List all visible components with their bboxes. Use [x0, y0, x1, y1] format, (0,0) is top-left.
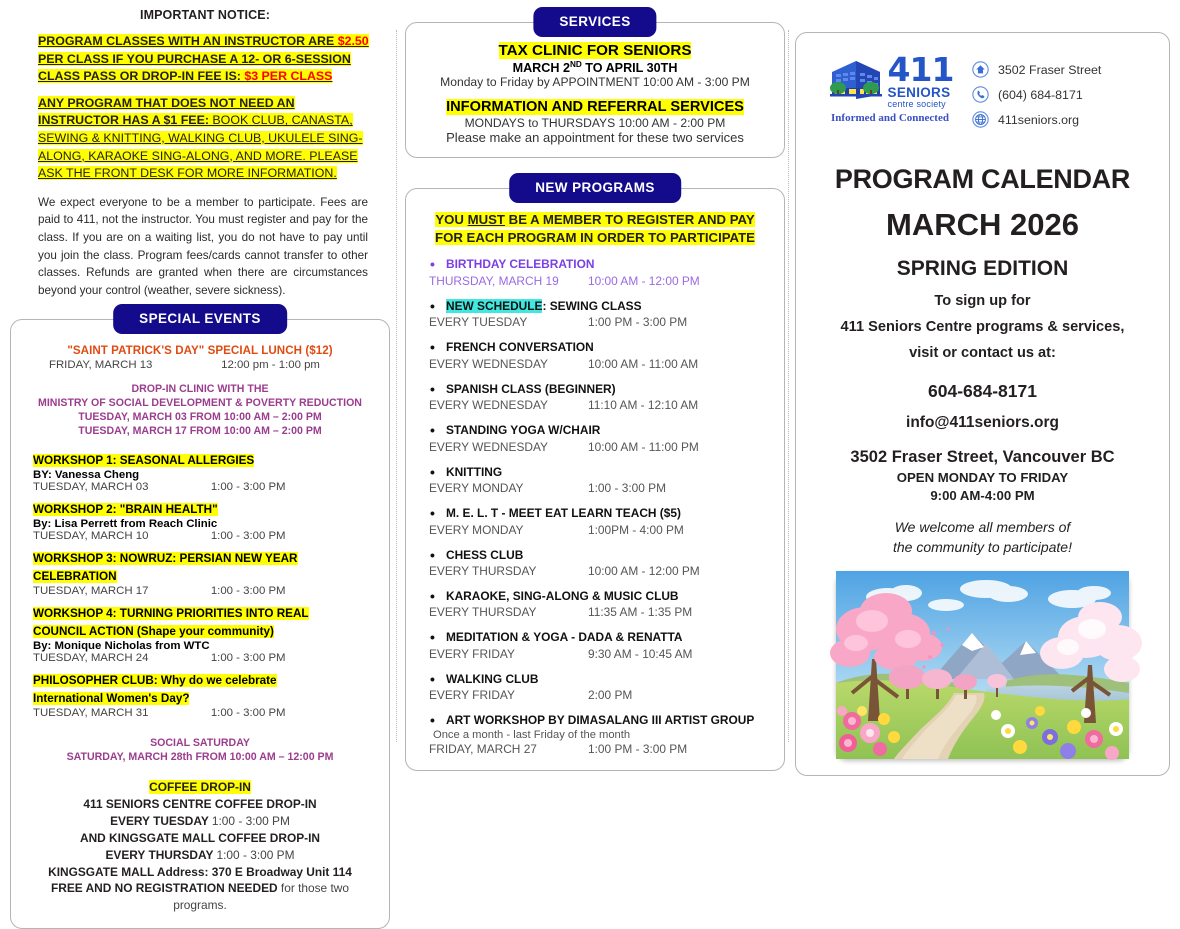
program-day: EVERY THURSDAY: [429, 564, 537, 579]
program-day: EVERY WEDNESDAY: [429, 398, 548, 413]
program-item: [420, 257, 770, 287]
program-time: 1:00PM - 4:00 PM: [588, 522, 684, 537]
cover-address: 3502 Fraser Street, Vancouver BC: [850, 447, 1115, 466]
program-day: EVERY THURSDAY: [429, 605, 537, 620]
membership-banner: YOU MUST BE A MEMBER TO REGISTER AND PAY FOR EACH PROGRAM IN ORDER TO PARTICIPATE: [435, 212, 755, 245]
program-day: EVERY FRIDAY: [429, 646, 515, 661]
notice-p2-rest: BOOK CLUB, CANASTA, SEWING & KNITTING, WALKING CLUB, UKULELE SING-ALONG, KARAOKE SING-ALONG, AND MORE. PLEASE ASK THE FRONT DESK FOR MORE INFORMATION.: [38, 113, 363, 181]
workshop-entry: [25, 671, 375, 719]
cover-card: [795, 32, 1170, 776]
logo-number: 411: [887, 50, 954, 89]
logo-seniors: SENIORS: [887, 85, 951, 100]
cover-signup-line-2: 411 Seniors Centre programs & services,: [840, 318, 1125, 335]
building-icon: [827, 58, 885, 104]
coffee-line-4-day: EVERY THURSDAY: [105, 847, 217, 862]
tax-clinic-dates: MARCH 2ND TO APRIL 30TH: [512, 60, 678, 76]
program-item: [420, 423, 770, 453]
coffee-line-3: AND KINGSGATE MALL COFFEE DROP-IN: [79, 830, 320, 845]
program-day: THURSDAY, MARCH 19: [429, 273, 559, 288]
column-divider-2: [788, 30, 789, 742]
coffee-free-note-rest: for those two programs.: [173, 881, 349, 913]
workshop-title: PHILOSOPHER CLUB: Why do we celebrate International Women's Day?: [33, 674, 277, 706]
lunch-time: 12:00 pm - 1:00 pm: [221, 359, 320, 372]
program-name: • KNITTING: [420, 465, 770, 480]
phone-icon: [972, 86, 989, 103]
program-name: • FRENCH CONVERSATION: [420, 340, 770, 355]
cover-month: MARCH 2026: [886, 207, 1079, 242]
clinic-line-2: MINISTRY OF SOCIAL DEVELOPMENT & POVERTY REDUCTION: [38, 397, 362, 410]
cover-edition: SPRING EDITION: [896, 257, 1069, 280]
clinic-line-1: DROP-IN CLINIC WITH THE: [131, 383, 269, 396]
notice-heading: IMPORTANT NOTICE:: [140, 8, 270, 22]
workshop-date: TUESDAY, MARCH 10: [33, 530, 149, 543]
program-day: EVERY WEDNESDAY: [429, 356, 548, 371]
column-divider-1: [396, 30, 397, 742]
workshop-time: 1:00 - 3:00 PM: [210, 481, 286, 494]
workshop-title: WORKSHOP 1: SEASONAL ALLERGIES: [33, 454, 255, 468]
notice-body: We expect everyone to be a member to participate. Fees are paid to 411, not the instructor. You must register and pay for the class. If you are on a waiting list, you do not have to pay until you join the class. Program fees/cards cannot transfer to other classes. Refunds are granted when there are circumstances beyond your control (weather, severe sickness).: [38, 195, 368, 297]
program-day: EVERY TUESDAY: [429, 315, 528, 330]
program-day: EVERY MONDAY: [429, 481, 524, 496]
cover-open-days: OPEN MONDAY TO FRIDAY: [896, 469, 1069, 485]
spring-landscape-image: [836, 571, 1129, 759]
coffee-line-4-time: 1:00 - 3:00 PM: [216, 847, 295, 862]
program-name: • SPANISH CLASS (BEGINNER): [420, 382, 770, 397]
program-item: [420, 465, 770, 495]
special-events-card: [10, 311, 390, 929]
program-day: FRIDAY, MARCH 27: [429, 741, 537, 756]
coffee-dropin-block: [25, 779, 375, 914]
globe-icon: [972, 111, 989, 128]
contact-address-text: 3502 Fraser Street: [998, 62, 1102, 77]
tax-clinic-hours: Monday to Friday by APPOINTMENT 10:00 AM - 3:00 PM: [440, 75, 750, 90]
workshop-title: WORKSHOP 2: "BRAIN HEALTH": [33, 503, 218, 517]
workshop-time: 1:00 - 3:00 PM: [210, 530, 286, 543]
notice-p1-part-b: PER CLASS IF YOU PURCHASE A 12- OR 6-SESSION CLASS PASS OR DROP-IN FEE IS:: [38, 51, 351, 84]
workshop-by: By: Lisa Perrett from Reach Clinic: [33, 518, 218, 531]
spring-landscape-illustration: [836, 571, 1129, 759]
notice-p2-bold: ANY PROGRAM THAT DOES NOT NEED AN INSTRUCTOR HAS A $1 FEE:: [38, 95, 295, 128]
coffee-line-2-time: 1:00 - 3:00 PM: [211, 813, 290, 828]
program-day: EVERY WEDNESDAY: [429, 439, 548, 454]
new-programs-card: [405, 180, 785, 770]
coffee-title: COFFEE DROP-IN: [149, 779, 251, 794]
workshop-date: TUESDAY, MARCH 03: [33, 481, 149, 494]
coffee-address: KINGSGATE MALL Address: 370 E Broadway Unit 114: [48, 864, 352, 879]
program-item: [420, 548, 770, 578]
program-time: 1:00 - 3:00 PM: [588, 481, 666, 496]
program-day: EVERY MONDAY: [429, 522, 524, 537]
program-time: 9:30 AM - 10:45 AM: [588, 646, 693, 661]
program-item: [420, 340, 770, 370]
workshop-date: TUESDAY, MARCH 17: [33, 585, 149, 598]
workshop-time: 1:00 - 3:00 PM: [210, 652, 286, 665]
contact-website-text: 411seniors.org: [998, 112, 1080, 127]
right-column: [795, 0, 1170, 776]
page-title: PROGRAM CALENDAR: [834, 164, 1131, 194]
program-name: • WALKING CLUB: [420, 672, 770, 687]
workshop-entry: [25, 549, 375, 597]
contact-website: [972, 111, 1101, 128]
program-time: 10:00 AM - 12:00 PM: [588, 273, 700, 288]
social-saturday-block: [25, 737, 375, 765]
middle-column: [405, 0, 785, 771]
tax-clinic-heading: TAX CLINIC FOR SENIORS: [498, 42, 692, 59]
workshop-date: TUESDAY, MARCH 24: [33, 652, 149, 665]
brand-header: [812, 47, 1153, 136]
program-time: 2:00 PM: [588, 688, 633, 703]
notice-p1-part-a: PROGRAM CLASSES WITH AN INSTRUCTOR ARE: [38, 34, 338, 48]
coffee-free-note-bold: FREE AND NO REGISTRATION NEEDED: [51, 881, 281, 896]
contact-phone: [972, 86, 1101, 103]
lunch-title: "SAINT PATRICK'S DAY" SPECIAL LUNCH ($12): [67, 344, 333, 358]
lunch-row: [25, 359, 375, 371]
social-saturday-date: SATURDAY, MARCH 28th FROM 10:00 AM – 12:00 PM: [66, 751, 334, 763]
services-card: [405, 14, 785, 158]
info-referral-heading: INFORMATION AND REFERRAL SERVICES: [446, 99, 744, 116]
notice-price-2: $3 PER CLASS: [244, 69, 333, 84]
workshop-title: WORKSHOP 3: NOWRUZ: PERSIAN NEW YEAR CELEBRATION: [33, 552, 298, 584]
program-name: • KARAOKE, SING-ALONG & MUSIC CLUB: [420, 589, 770, 604]
program-subnote: Once a month - last Friday of the month: [433, 728, 631, 741]
contact-phone-text: (604) 684-8171: [998, 87, 1083, 102]
workshop-entry: [25, 604, 375, 664]
cover-phone[interactable]: 604-684-8171: [928, 380, 1037, 401]
dropin-clinic-block: [25, 383, 375, 439]
workshop-by: BY: Vanessa Cheng: [33, 469, 140, 482]
clinic-line-4: TUESDAY, MARCH 17 FROM 10:00 AM – 2:00 PM: [78, 425, 322, 438]
contact-address: [972, 61, 1101, 78]
program-day: EVERY FRIDAY: [429, 688, 515, 703]
program-name: • STANDING YOGA W/CHAIR: [420, 423, 770, 438]
program-name: • ART WORKSHOP BY DIMASALANG III ARTIST GROUP: [420, 713, 770, 728]
program-time: 11:10 AM - 12:10 AM: [588, 398, 699, 413]
new-schedule-badge: NEW SCHEDULE: [446, 298, 543, 313]
notice-paragraph-1: [38, 33, 372, 86]
workshop-title: WORKSHOP 4: TURNING PRIORITIES INTO REAL COUNCIL ACTION (Shape your community): [33, 607, 309, 639]
program-time: 10:00 AM - 11:00 PM: [588, 439, 699, 454]
workshop-by: By: Monique Nicholas from WTC: [33, 640, 210, 653]
program-item: [420, 299, 770, 329]
program-item: [420, 382, 770, 412]
cover-signup-line-3: visit or contact us at:: [909, 344, 1056, 361]
services-title: SERVICES: [533, 7, 656, 37]
program-name: • CHESS CLUB: [420, 548, 770, 563]
info-referral-hours: MONDAYS to THURSDAYS 10:00 AM - 2:00 PM: [464, 116, 726, 131]
program-item: [420, 506, 770, 536]
coffee-line-1: 411 SENIORS CENTRE COFFEE DROP-IN: [83, 796, 317, 811]
workshop-time: 1:00 - 3:00 PM: [210, 585, 286, 598]
special-events-title: SPECIAL EVENTS: [113, 304, 287, 334]
clinic-line-3: TUESDAY, MARCH 03 FROM 10:00 AM – 2:00 PM: [78, 411, 322, 424]
home-icon: [972, 61, 989, 78]
logo-centre-society: centre society: [887, 98, 946, 109]
workshop-entry: [25, 500, 375, 542]
cover-welcome-line-2: the community to participate!: [893, 538, 1072, 555]
cover-signup-line-1: To sign up for: [934, 293, 1031, 309]
new-programs-title: NEW PROGRAMS: [509, 173, 681, 203]
lunch-date: FRIDAY, MARCH 13: [49, 359, 153, 372]
left-column: [10, 0, 390, 929]
cover-open-hours: 9:00 AM-4:00 PM: [930, 487, 1035, 503]
cover-welcome-line-1: We welcome all members of: [894, 518, 1071, 535]
logo-tagline: Informed and Connected: [831, 111, 949, 124]
notice-paragraph-2: [38, 95, 372, 183]
program-name: • MEDITATION & YOGA - DADA & RENATTA: [420, 630, 770, 645]
workshop-date: TUESDAY, MARCH 31: [33, 707, 149, 720]
program-name: • M. E. L. T - MEET EAT LEARN TEACH ($5): [420, 506, 770, 521]
program-item: [420, 630, 770, 660]
program-name: • BIRTHDAY CELEBRATION: [420, 257, 770, 272]
program-time: 1:00 PM - 3:00 PM: [588, 741, 688, 756]
program-item: [420, 713, 770, 755]
program-time: 10:00 AM - 11:00 AM: [588, 356, 699, 371]
cover-email[interactable]: info@411seniors.org: [906, 413, 1059, 431]
program-time: 1:00 PM - 3:00 PM: [588, 315, 688, 330]
services-note: Please make an appointment for these two services: [446, 130, 744, 146]
coffee-line-2-day: EVERY TUESDAY: [110, 813, 212, 828]
program-item: [420, 589, 770, 619]
program-name: • NEW SCHEDULE: SEWING CLASS: [420, 299, 770, 314]
important-notice: [10, 0, 390, 299]
logo-411-seniors: [822, 50, 958, 124]
program-time: 10:00 AM - 12:00 PM: [588, 564, 700, 579]
contact-list: [972, 53, 1101, 136]
program-item: [420, 672, 770, 702]
social-saturday-title: SOCIAL SATURDAY: [150, 737, 250, 750]
workshop-entry: [25, 451, 375, 493]
program-time: 11:35 AM - 1:35 PM: [588, 605, 693, 620]
notice-price-1: $2.50: [337, 34, 369, 48]
workshop-time: 1:00 - 3:00 PM: [210, 707, 286, 720]
